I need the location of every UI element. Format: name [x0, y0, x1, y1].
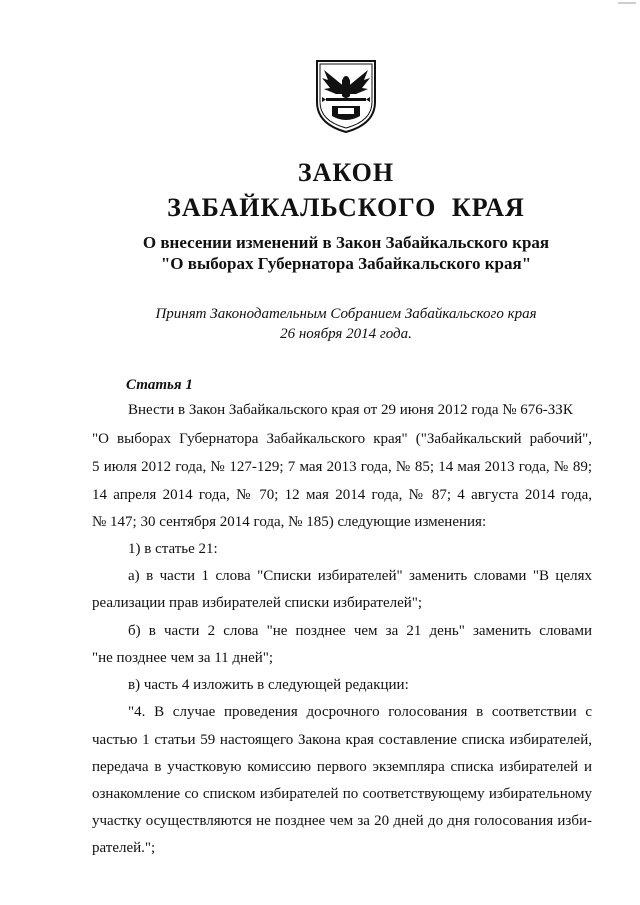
coat-of-arms-svg [314, 58, 378, 134]
article-line: ознакомление со списком избирателей по соответствующему избирательному [92, 786, 592, 802]
article-line: 5 июля 2012 года, № 127-129; 7 мая 2013 года, № 85; 14 мая 2013 года, № 89; [92, 459, 592, 475]
article-line: реализации прав избирателей списки избирателей"; [92, 595, 423, 611]
law-subtitle-line-1: О внесении изменений в Закон Забайкальского края [142, 233, 550, 252]
article-line: рателей."; [92, 840, 156, 856]
scan-artifact [618, 2, 636, 4]
article-line: передача в участковую комиссию первого экземпляра списка избирателей и [92, 759, 592, 775]
article-line: Внести в Закон Забайкальского края от 29 июня 2012 года № 676-ЗЗК [128, 402, 573, 418]
law-title-line-2: ЗАБАЙКАЛЬСКОГО КРАЯ [167, 193, 525, 222]
article-line: участку осуществляются не позднее чем за 20 дней до дня голосования изби- [92, 813, 592, 829]
article-line: "4. В случае проведения досрочного голосования в соответствии с [128, 704, 592, 720]
article-line: "не позднее чем за 11 дней"; [92, 650, 274, 666]
article-line: 14 апреля 2014 года, № 70; 12 мая 2014 года, № 87; 4 августа 2014 года, [92, 487, 592, 503]
article-line: "О выборах Губернатора Забайкальского края" ("Забайкальский рабочий", [92, 431, 592, 447]
article-heading: Статья 1 [126, 377, 193, 393]
adoption-note-line-1: Принят Законодательным Собранием Забайкальского края [155, 306, 537, 322]
article-line: в) часть 4 изложить в следующей редакции: [128, 677, 409, 693]
law-subtitle-line-2: "О выборах Губернатора Забайкальского края" [160, 254, 532, 273]
article-line: а) в части 1 слова "Списки избирателей" заменить словами "В целях [128, 568, 592, 584]
article-line: 1) в статье 21: [128, 541, 218, 557]
article-line: б) в части 2 слова "не позднее чем за 21 день" заменить словами [128, 623, 592, 639]
adoption-note-line-2: 26 ноября 2014 года. [280, 326, 412, 342]
law-title-line-1: ЗАКОН [297, 158, 395, 187]
article-line: частью 1 статьи 59 настоящего Закона края составление списка избирателей, [92, 732, 592, 748]
coat-of-arms-icon [314, 58, 378, 134]
article-line: № 147; 30 сентября 2014 года, № 185) следующие изменения: [92, 514, 487, 530]
